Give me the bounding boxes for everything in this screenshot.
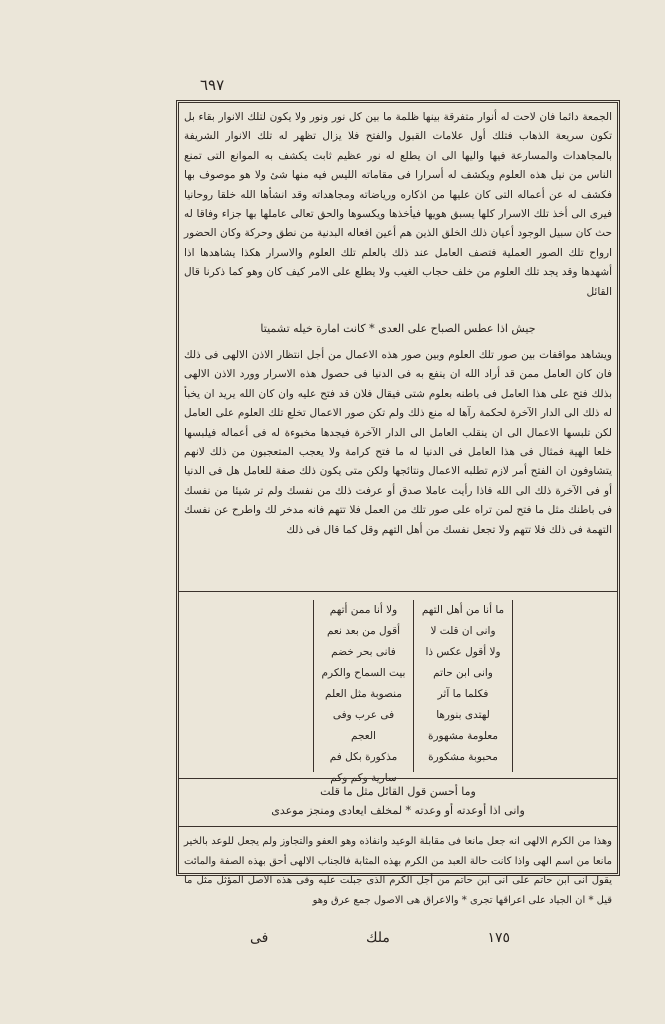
main-text-paragraph-2	[184, 346, 612, 586]
paragraph-text: ويشاهد مواقفات بين صور تلك العلوم وبين صور هذه الاعمال من أجل انتظار الاذن الالهى فى ذلك فان كان العامل ممن قد أراد الله ان ينفع به فى الدنيا فى حصول هذه الاسرار وورد الاذن الالهى بذلك فتح على هذا العامل فى باطنه بعلوم شتى فيقال فلان قد فتح عليه وان كان الله يريد ان يخبأ له ذلك الى الدار الآخرة لحكمة رآها له منع ذلك ولم تكن صور الاعمال تخلع تلك العلوم على العامل لكن تلبسها الاعمال الى ان ينقلب العامل الى الدار الآخرة فيجدها مخبوءة له فى أعماله فيلبسها خلعا الهية فمثال فى هذا العامل فى الدنيا له ما فتح كرامة ولا يعجب المتعجبون من ذلك لانهم يتشاوفون ان الفتح أمر لازم تطلبه الاعمال ونتائجها ولكن متى يكون ذلك صفة للعامل هل فى الدنيا أو فى الآخرة ذلك الى الله فاذا رأيت عاملا صدق أو عرفت ذلك من نفسك ولم تر شيئا من نفسك فى باطنك مثل ما فتح لمن تراه على صور تلك من العمل فلا تتهم فانه مدخر لك واطرح عن نفسك التهمة فى ذلك فلا تتهم ولا تجعل نفسك من أهل التهم وقل كما قال فى ذلك	[184, 349, 612, 536]
poem-line: سارية وكم وكم	[330, 772, 397, 784]
divider-line	[178, 826, 618, 827]
main-text-paragraph-1	[184, 108, 612, 320]
poem-line: فكلما ما آثر	[437, 688, 489, 700]
verse-line: وانى اذا أوعدته أو وعدته * لمخلف ايعادى ومنجز موعدى	[271, 804, 525, 817]
poem-line: فانى بحر خضم	[331, 646, 396, 658]
divider-line	[178, 778, 618, 779]
footer-signature: ملك	[365, 930, 390, 946]
page-footer	[250, 930, 510, 946]
poem-line: محبوبة مشكورة	[428, 751, 498, 763]
page-number: ٦٩٧	[200, 76, 225, 94]
quoted-verse: جيش اذا عطس الصباح على العدى * كانت امارة خيله تشميتا	[260, 322, 536, 335]
poem-line: لهتدى بنورها	[436, 709, 490, 721]
footer-folio: ١٧٥	[487, 930, 510, 946]
poem-line: ولا أنا ممن أتهم	[329, 604, 398, 616]
poem-column-right	[413, 600, 513, 772]
verse-intro: وما أحسن قول القائل مثل ما قلت	[320, 785, 476, 798]
paper-marks	[30, 12, 630, 52]
poem-line: منصوبة مثل العلم	[325, 688, 402, 700]
poem-line: معلومة مشهورة	[427, 730, 498, 742]
poem-table	[228, 600, 598, 784]
footer-catchword: فى	[250, 930, 269, 946]
paragraph-text: الجمعة دائما فان لاحت له أنوار متفرقة بينها ظلمة ما بين كل نور ونور ولا يكون لتلك الانوار بقاء بل تكون سريعة الذهاب فتلك أول علامات القبول والفتح فلا يزال تظهر له تلك الانوار الشريفة بالمجاهدات والمسارعة فيها واليها الى ان يطلع له نور عظيم ثابت يكشف به الموانع التى تمنع الناس من نيل هذه العلوم ويكشف له أسرارا فى مقاماته الليس فيه منها شئ ولا هو موصوف بها فكشف له عن أعماله التى كان عليها من اذكاره ورياضاته ومجاهداته وقد انشأها الله خلقا روحانيا فيرى الى أخذ تلك الاسرار كلها يسبق هويها فيأخذها ويكسوها والحق تعالى عاملها بها جزاء وفاقا له حث كان سبيل الوجود أعيان ذلك الخلق الذين هم أعين افعاله البدنية من نطق وحركة وكان الحضور ارواح تلك الصور العملية فتصف العامل عند ذلك بالعلم تلك العلوم والاسرار هكذا يشاهدها اذا أشهدها وقد يجد تلك العلوم من خلف حجاب الغيب ولا يطلع على الامر كيف كان وهو كما ذكرنا قال القائل	[184, 111, 612, 298]
main-text-paragraph-3	[184, 832, 612, 906]
quoted-verse-2	[184, 782, 612, 820]
poem-line: وانى ابن حاتم	[433, 667, 493, 679]
poem-line: مذكورة بكل فم	[329, 751, 398, 763]
poem-line: ولا أقول عكس ذا	[425, 646, 501, 658]
poem-line: فى عرب وفى العجم	[332, 709, 395, 742]
poem-line: بيت السماح والكرم	[321, 667, 406, 679]
poem-column-left	[313, 600, 413, 784]
poem-line: ما أنا من أهل التهم	[421, 604, 505, 616]
poem-line: أقول من بعد نعم	[326, 625, 401, 637]
poem-line: وانى ان قلت لا	[430, 625, 496, 637]
paragraph-text: وهذا من الكرم الالهى انه جعل مانعا فى مقابلة الوعيد وانفاذه وهو العفو والتجاوز ولم يجعل للوعد بالخير مانعا من اسم الهى واذا كانت حالة العبد من الكرم بهذه المثابة فالجناب الالهى أحق بهذه الصفة والمائت يقول انى ابن حاتم على انى ابن حاتم من أجل الكرم الذى جبلت عليه وفى هذه الاصل المؤثل مثل ما قيل * ان الجياد على اعراقها تجرى * والاعراق هى الاصول جمع عرق وهو	[184, 836, 612, 906]
divider-line	[178, 591, 618, 592]
